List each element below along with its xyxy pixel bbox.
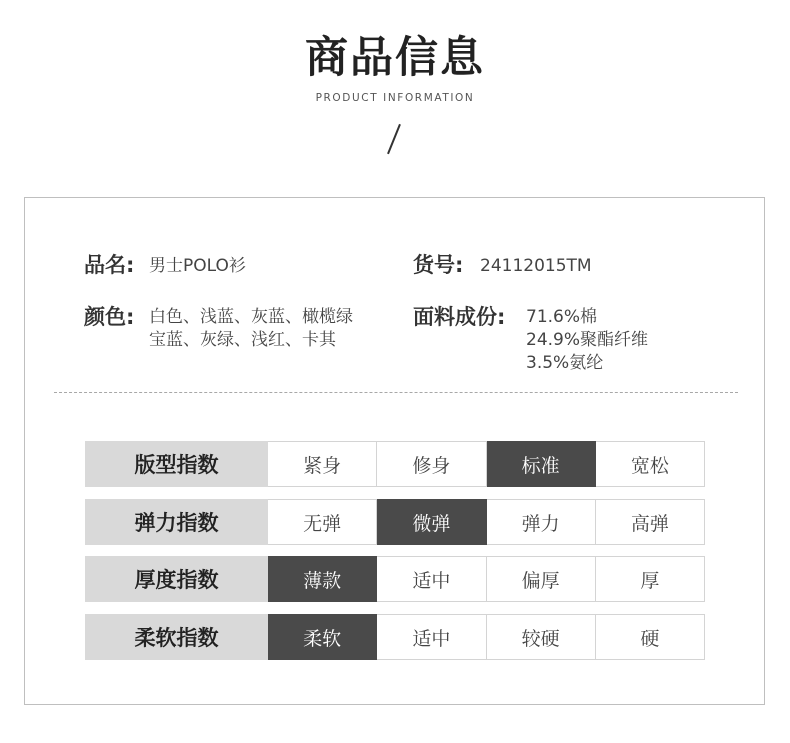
index-option: 弹力 [487,499,596,545]
page-subtitle: PRODUCT INFORMATION [315,92,475,104]
index-row-label: 厚度指数 [85,556,268,602]
color-value-line2: 宝蓝、灰绿、浅红、卡其 [149,330,336,350]
dashed-divider [54,392,738,393]
index-row [85,499,705,545]
index-option: 较硬 [487,614,596,660]
index-option: 紧身 [268,441,377,487]
fabric-value-line2: 24.9%聚酯纤维 [526,330,649,350]
index-option: 适中 [377,614,486,660]
index-row-label: 版型指数 [85,441,268,487]
index-option: 硬 [596,614,705,660]
index-option: 偏厚 [487,556,596,602]
index-option: 厚 [596,556,705,602]
index-option: 修身 [377,441,486,487]
index-row [85,556,705,602]
fabric-value-line1: 71.6%棉 [526,307,598,327]
slash-divider [387,124,400,154]
index-option-selected: 微弹 [377,499,486,545]
index-row-label: 弹力指数 [85,499,268,545]
index-option: 宽松 [596,441,705,487]
page-title: 商品信息 [305,33,485,83]
fabric-label: 面料成份: [413,305,506,329]
index-option: 适中 [377,556,486,602]
name-label: 品名: [84,253,135,277]
index-row [85,614,705,660]
index-option-selected: 柔软 [268,614,377,660]
sku-value: 24112015TM [480,256,592,276]
index-row-label: 柔软指数 [85,614,268,660]
index-row [85,441,705,487]
index-option: 高弹 [596,499,705,545]
color-value-line1: 白色、浅蓝、灰蓝、橄榄绿 [149,307,353,327]
fabric-value-line3: 3.5%氨纶 [526,353,604,373]
color-label: 颜色: [84,305,135,329]
index-option: 无弹 [268,499,377,545]
index-option-selected: 标准 [487,441,596,487]
index-option-selected: 薄款 [268,556,377,602]
sku-label: 货号: [413,253,464,277]
name-value: 男士POLO衫 [149,256,246,276]
